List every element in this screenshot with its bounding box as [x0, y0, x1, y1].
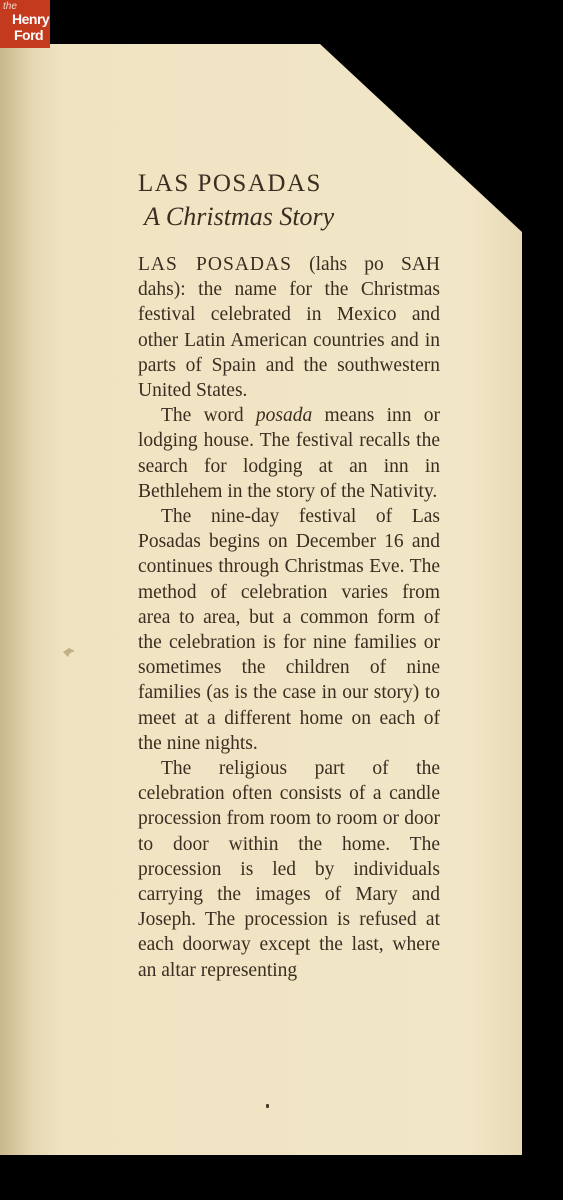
logo-line-1: the — [3, 1, 17, 12]
document-subtitle: A Christmas Story — [144, 202, 335, 231]
paragraph-definition — [138, 252, 440, 403]
document-body — [138, 252, 440, 983]
paragraph-text-before: The word — [161, 405, 256, 427]
paragraph-text-after: means inn or lodging house. The festival recalls the search for lodging at an inn in Bethlehem in the story of the Nativity. — [138, 405, 440, 502]
logo-line-2: Henry — [12, 11, 50, 27]
document-text — [138, 168, 440, 983]
paragraph-festival: The nine-day festival of Las Posadas begins on December 16 and continues through Christmas Eve. The method of celebration varies from area to area, but a common form of the celebration is for nine families or sometimes the children of nine families (as is the case in our story) to meet at a different home on each of the nine nights. — [138, 506, 440, 754]
emphasized-word: posada — [255, 405, 313, 427]
logo-line-3: Ford — [14, 27, 44, 43]
document-title: LAS POSADAS — [138, 170, 322, 197]
definition-text: (lahs po SAH dahs): the name for the Christmas festival celebrated in Mexico and other Latin American countries and in parts of Spain and the southwestern United States. — [138, 254, 440, 402]
ink-speck — [266, 1104, 269, 1108]
term-lead: LAS POSADAS — [138, 254, 292, 275]
paragraph-word-meaning — [138, 403, 440, 504]
paper-scuff-mark — [62, 646, 76, 658]
henry-ford-logo — [0, 0, 50, 48]
paragraph-procession: The religious part of the celebration often consists of a candle procession from room to room or door to door within the home. The procession is led by individuals carrying the images of Mary and Joseph. The procession is refused at each doorway except the last, where an altar representing — [138, 758, 440, 981]
